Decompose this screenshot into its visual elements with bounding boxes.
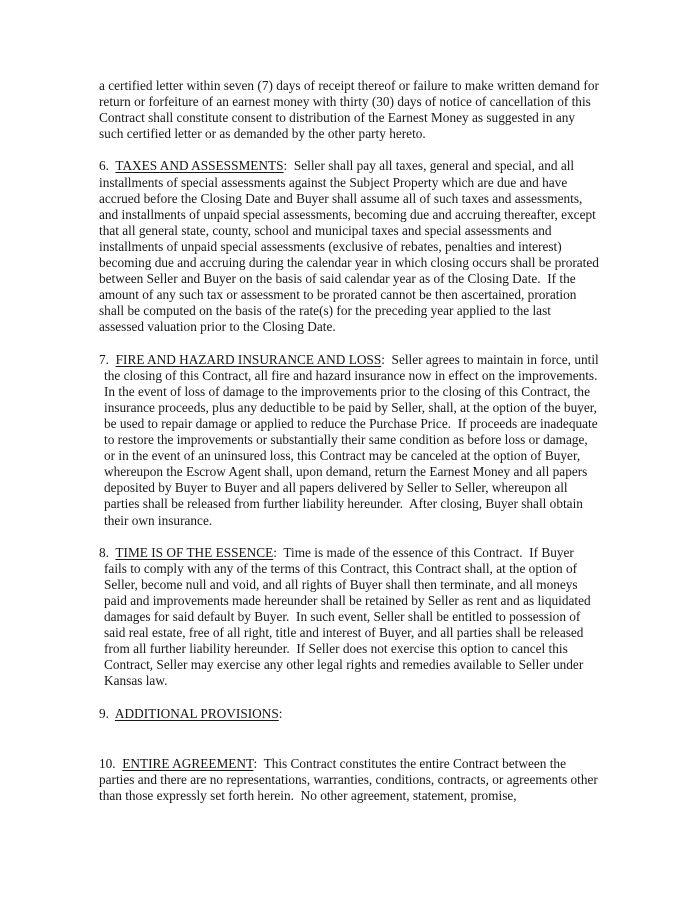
section-7-fire-and-hazard-insurance-and-loss bbox=[99, 351, 605, 529]
section-6-title: TAXES AND ASSESSMENTS bbox=[115, 158, 284, 174]
section-8-title: TIME IS OF THE ESSENCE bbox=[115, 544, 274, 560]
section-6-number: 6. bbox=[99, 158, 116, 174]
section-7-number: 7. bbox=[99, 351, 116, 367]
section-8-time-is-of-the-essence bbox=[99, 545, 599, 690]
section-6-body: : Seller shall pay all taxes, general and special, and all installments of special assessments against the Subject Property which are due and have accrued before the Closing Date and Buyer shall assume all of such taxes and assessments, and installments of unpaid special assessments, becoming due and accruing thereafter, except that all general state, county, school and municipal taxes and special assessments and installments of unpaid special assessments (exclusive of rebates, penalties and interest) becoming due and accruing during the calendar year in which closing occurs shall be prorated between Seller and Buyer on the basis of said calendar year as of the Closing Date. If the amount of any such tax or assessment to be prorated cannot be then ascertained, proration shall be computed on the basis of the rate(s) for the preceding year applied to the last assessed valuation prior to the Closing Date. bbox=[99, 158, 603, 335]
additional-provisions-blank-area bbox=[99, 722, 599, 756]
section-9-additional-provisions bbox=[99, 706, 599, 722]
section-9-body: : bbox=[278, 705, 283, 721]
section-10-title: ENTIRE AGREEMENT bbox=[122, 755, 254, 771]
section-6-taxes-and-assessments bbox=[99, 158, 603, 335]
paragraph-carryover: a certified letter within seven (7) days of receipt thereof or failure to make written demand for return or forfeiture of an earnest money with thirty (30) days of notice of cancellation of this Contract shall constitute consent to distribution of the Earnest Money as suggested in any such certified letter or as demanded by the other party hereto. bbox=[99, 78, 603, 142]
document-text-body bbox=[99, 78, 605, 804]
section-8-body: : Time is made of the essence of this Contract. If Buyer fails to comply with any of the terms of this Contract, this Contract shall, at the option of Seller, become null and void, and all rights of Buyer shall then terminate, and all moneys paid and improvements made hereunder shall be retained by Seller as rent and as liquidated damages for said default by Buyer. In such event, Seller shall be entitled to possession of said real estate, free of all right, title and interest of Buyer, and all parties shall be released from all further liability hereunder. If Seller does not exercise this option to cancel this Contract, Seller may exercise any other legal rights and remedies available to Seller under Kansas law. bbox=[104, 544, 594, 689]
section-10-number: 10. bbox=[99, 755, 123, 771]
section-8-number: 8. bbox=[99, 544, 116, 560]
section-9-title: ADDITIONAL PROVISIONS bbox=[114, 705, 279, 721]
section-7-body: : Seller agrees to maintain in force, until the closing of this Contract, all fire and hazard insurance now in effect on the improvements. In the event of loss of damage to the improvements prior to the closing of this Contract, the insurance proceeds, plus any deductible to be paid by Seller, shall, at the option of the buyer, be used to repair damage or applied to reduce the Purchase Price. If proceeds are inadequate to restore the improvements or substantially their same condition as before loss or damage, or in the event of an uninsured loss, this Contract may be canceled at the option of Buyer, whereupon the Escrow Agent shall, upon demand, return the Earnest Money and all papers deposited by Buyer to Buyer and all papers delivered by Seller to Seller, whereupon all parties shall be released from further liability hereunder. After closing, Buyer shall obtain their own insurance. bbox=[104, 351, 605, 528]
section-7-title: FIRE AND HAZARD INSURANCE AND LOSS bbox=[115, 351, 382, 367]
section-9-number: 9. bbox=[99, 705, 115, 721]
section-10-body: : This Contract constitutes the entire Contract between the parties and there are no representations, warranties, conditions, contracts, or agreements other than those expressly set forth herein. No other agreement, statement, promise, bbox=[99, 755, 602, 803]
section-10-entire-agreement bbox=[99, 755, 602, 804]
